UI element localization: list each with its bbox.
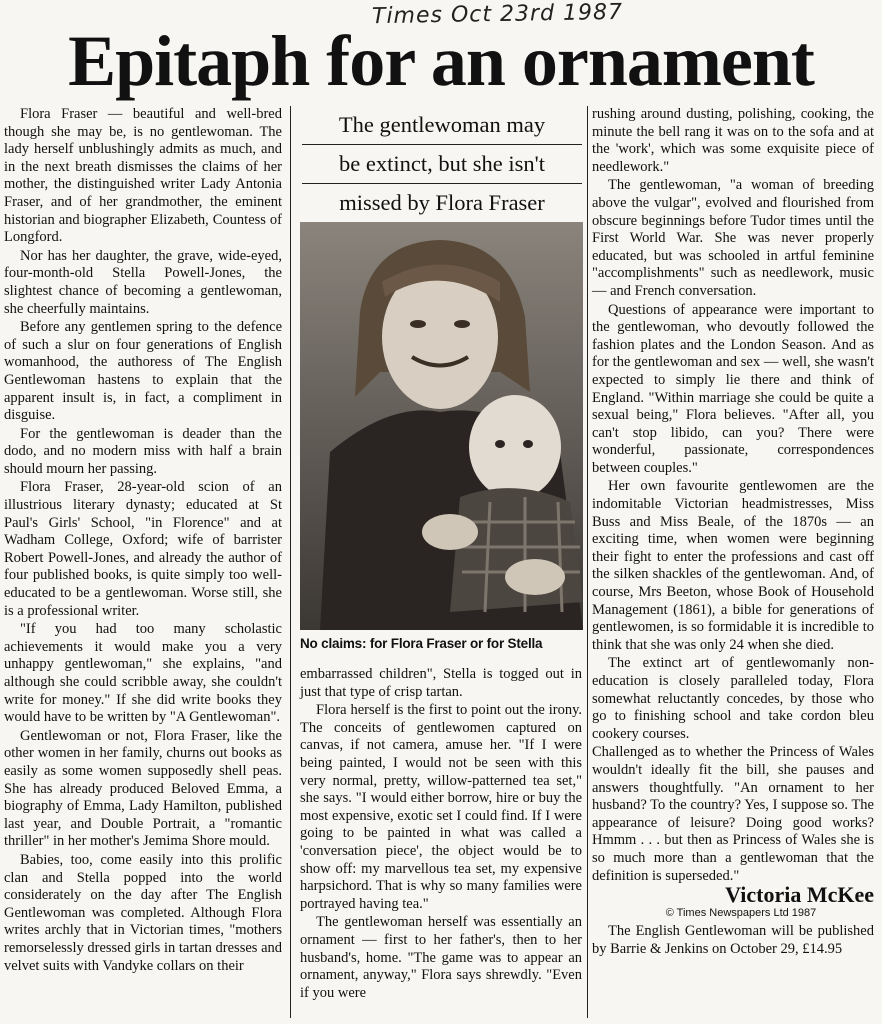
paragraph: Flora herself is the first to point out the irony. The conceits of gentlewomen captured on canvas, if not camera, amuse her. "If I were being painted, I would not be seen with this very normal, pretty, willow-patterned tea set," she says. "I would either borrow, hire or buy the most expensive, exotic set I could find. If I were going to be painted in what was called a 'conversation piece', the object would be to show off: my marvellous tea set, my expensive harpsichord. That is why so many families were portrayed having tea." <box>300 702 582 912</box>
paragraph: "If you had too many scholastic achievements it would make you a very unhappy gentlewoman," she explains, "and although she could scribble away, she couldn't write for money." If she did write books they would have to be written by "A Gentlewoman". <box>4 621 282 726</box>
paragraph: Flora Fraser — beautiful and well-bred though she may be, is no gentlewoman. The lady herself unblushingly admits as much, and in the next breath dismisses the claims of her mother, the distinguished writer Lady Antonia Fraser, and of her grandmother, the eminent historian and biographer Elizabeth, Countess of Longford. <box>4 106 282 246</box>
column-rule-right <box>587 106 588 1018</box>
article-column-1 <box>4 106 282 975</box>
paragraph: Challenged as to whether the Princess of Wales wouldn't ideally fit the bill, she pauses and answers thoughtfully. "An ornament to her husband? To the country? Yes, I suppose so. The appearance of leisure? Doing good works? Hmmm . . . but then as Princess of Wales she is so much more than a gentlewoman that the definition is superseded." <box>592 744 874 884</box>
paragraph: For the gentlewoman is deader than the dodo, and no modern miss with half a brain should mourn her passing. <box>4 425 282 477</box>
photo-flora-fraser-and-stella <box>300 222 583 630</box>
paragraph: Questions of appearance were important to the gentlewoman, who devoutly followed the fashion plates and the London Season. And as for the gentlewoman and sex — well, she wasn't expected to simply lie there and think of England. "Within marriage she could be quite a sexual being," Flora believes. "After all, you can't stop libido, can you? There were wonderful, passionate, correspondences between couples." <box>592 301 874 476</box>
paragraph: The gentlewoman herself was essentially an ornament — first to her father's, then to her husband's, home. "The game was to appear an ornament, anyway," Flora says shrewdly. "Even if you were <box>300 914 582 1001</box>
paragraph: Her own favourite gentlewomen are the indomitable Victorian headmistresses, Miss Buss and Miss Beale, of the 1870s — an exciting time, when women were beginning their fight to enter the professions and cast off the silken shackles of the gentlewoman. And, of course, Mrs Beeton, whose Book of Household Management (1861), a bible for generations of gentlewomen, is so formidable it is incredible to think that she was only 24 when she died. <box>592 478 874 653</box>
paragraph: Babies, too, come easily into this prolific clan and Stella popped into the world considerately on the day after The English Gentlewoman was completed. Although Flora writes archly that in Victorian times, "mothers remorselessly dressed girls in tartan dresses and velvet suits with Vandyke collars on their <box>4 851 282 974</box>
photo-illustration <box>300 222 583 630</box>
article-column-2 <box>300 666 582 1002</box>
paragraph: Before any gentlemen spring to the defence of such a slur on four generations of English womanhood, the authoress of The English Gentlewoman hastens to explain that the apparent insult is, in fact, a compliment in disguise. <box>4 319 282 424</box>
paragraph: The gentlewoman, "a woman of breeding above the vulgar", evolved and flourished from obscure beginnings before Tudor times until the First World War. She was never properly educated, but was schooled in artful feminine "accomplishments" such as needlework, music — and French conversation. <box>592 177 874 299</box>
paragraph: embarrassed children", Stella is togged out in just that type of crisp tartan. <box>300 666 582 700</box>
deck-line: missed by Flora Fraser <box>339 190 545 215</box>
deck-line: The gentlewoman may <box>302 106 582 145</box>
paragraph: rushing around dusting, polishing, cooking, the minute the bell rang it was on to the sofa and at the 'work', which was some exquisite piece of needlework." <box>592 106 874 175</box>
paragraph: Nor has her daughter, the grave, wide-eyed, four-month-old Stella Powell-Jones, the slightest chance of becoming a gentlewoman, she cheerfully maintains. <box>4 247 282 317</box>
paragraph: Gentlewoman or not, Flora Fraser, like the other women in her family, churns out books as easily as some women supposedly shell peas. She has already produced Beloved Emma, a biography of Emma, Lady Hamilton, published last year, and Double Portrait, a "romantic thriller" in her mother's Jemima Shore mould. <box>4 727 282 850</box>
photo-caption: No claims: for Flora Fraser or for Stella <box>300 636 543 651</box>
column-rule-left <box>290 106 291 1018</box>
headline: Epitaph for an ornament <box>68 21 814 101</box>
book-publication-note: The English Gentlewoman will be published by Barrie & Jenkins on October 29, £14.95 <box>592 923 874 957</box>
standfirst-deck <box>302 106 582 222</box>
copyright-notice: © Times Newspapers Ltd 1987 <box>665 906 817 919</box>
paragraph: The extinct art of gentlewomanly non-education is closely paralleled today, Flora somewhat reluctantly concedes, by those who go to finishing school and take cordon bleu cookery courses. <box>592 655 874 742</box>
byline: Victoria McKee <box>725 882 874 908</box>
handwritten-date-annotation: Times Oct 23rd 1987 <box>371 0 624 30</box>
article-column-3 <box>592 106 874 959</box>
paragraph: Flora Fraser, 28-year-old scion of an illustrious literary dynasty; educated at St Paul's Girls' School, "in Florence" and at Wadham College, Oxford; wife of barrister Robert Powell-Jones, and already the author of four published books, is quite simply too well-educated to be a gentlewoman. Worse still, she is a professional writer. <box>4 479 282 619</box>
deck-line: be extinct, but she isn't <box>302 145 582 184</box>
